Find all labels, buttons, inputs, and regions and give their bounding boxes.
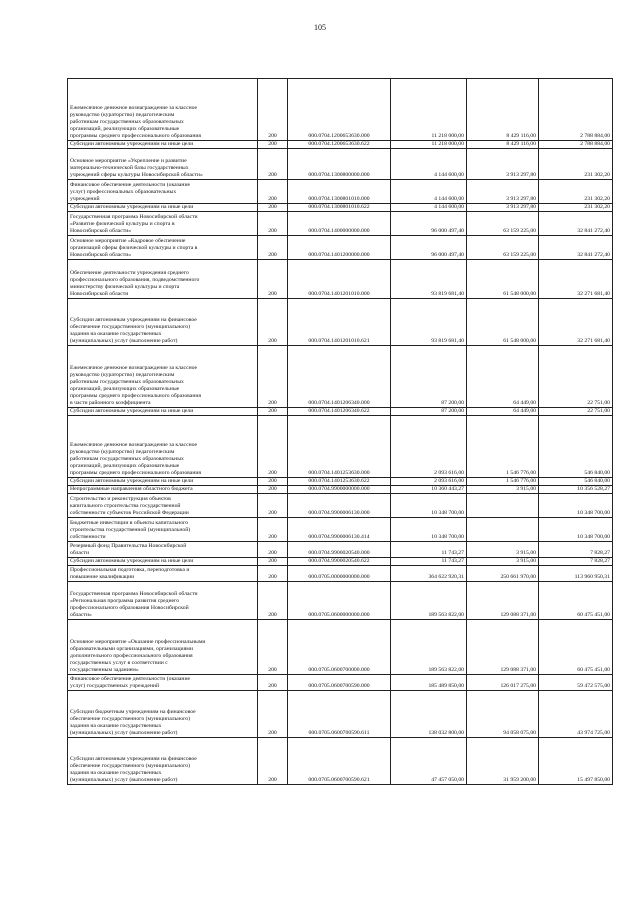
row-executed-cell: 3 913 297,80 [467,204,539,212]
row-approved-cell: 189 563 822,00 [391,620,467,675]
row-code-cell: 000.0704.1200653630.000 [288,79,391,141]
row-approved-cell: 11 218 000,00 [391,141,467,149]
row-approved-cell: 138 032 800,00 [391,691,467,738]
row-approved-cell: 96 000 497,40 [391,236,467,260]
row-code-cell: 000.0705.0600000000.000 [288,582,391,620]
row-executed-cell: 63 159 225,00 [467,212,539,236]
row-name-cell: Государственная программа Новосибирской области «Развитие физической культуры и спорта в Новосибирской области» [68,212,258,236]
row-remainder-cell: 7 828,27 [539,558,613,566]
row-executed-cell: 94 058 075,00 [467,691,539,738]
table-row [68,494,613,518]
row-remainder-cell: 43 974 725,00 [539,691,613,738]
row-gr-cell: 200 [258,542,288,558]
row-code-cell: 000.0704.1401206340.622 [288,408,391,416]
row-executed-cell: 3 913 297,80 [467,149,539,180]
row-code-cell: 000.0705.0600700000.000 [288,620,391,675]
row-code-cell: 000.0704.1300801010.622 [288,204,391,212]
row-code-cell: 000.0704.1401201010.000 [288,260,391,299]
row-code-cell: 000.0704.1401201010.621 [288,299,391,346]
row-name-cell: Ежемесячное денежное вознаграждение за классное руководство (кураторство) педагогическим работникам государственных образовательных организаций, реализующих образовательные программы среднего профессионального образования [68,79,258,141]
table-row [68,236,613,260]
row-name-cell: Субсидии бюджетным учреждениям на финансовое обеспечение государственного (муниципального) задания на оказание государственных (муниципальных) услуг (выполнение работ) [68,691,258,738]
row-code-cell: 000.0704.1300800000.000 [288,149,391,180]
row-remainder-cell: 2 788 884,00 [539,79,613,141]
table-row [68,260,613,299]
row-executed-cell: 64 449,00 [467,408,539,416]
row-name-cell: Субсидии автономным учреждениям на финансовое обеспечение государственного (муниципального) задания на оказание государственных (муниципальных) услуг (выполнение работ) [68,299,258,346]
row-approved-cell: 4 144 600,00 [391,180,467,204]
row-remainder-cell: 59 472 575,00 [539,675,613,691]
row-name-cell: Государственная программа Новосибирской области «Региональная программа развития среднего профессионального образования Новосибирской области» [68,582,258,620]
row-gr-cell: 200 [258,518,288,542]
row-executed-cell: 3 915,00 [467,486,539,494]
row-code-cell: 000.0704.1401253630.622 [288,478,391,486]
row-executed-cell: 126 017 275,00 [467,675,539,691]
row-gr-cell: 200 [258,675,288,691]
row-executed-cell: 3 915,00 [467,558,539,566]
row-remainder-cell: 113 960 950,31 [539,566,613,582]
table-row [68,566,613,582]
row-approved-cell: 185 489 850,00 [391,675,467,691]
row-name-cell: Строительство и реконструкция объектов капитального строительства государственной собственности субъектов Российской Федерации [68,494,258,518]
row-approved-cell: 96 000 497,40 [391,212,467,236]
budget-table [67,78,613,785]
row-approved-cell: 93 819 681,40 [391,299,467,346]
row-gr-cell: 200 [258,620,288,675]
row-executed-cell: 63 159 225,00 [467,236,539,260]
table-row [68,212,613,236]
row-approved-cell: 10 348 700,00 [391,518,467,542]
budget-table-body [68,79,613,785]
row-name-cell: Субсидии автономным учреждениям на финансовое обеспечение государственного (муниципального) задания на оказание государственных (муниципальных) услуг (выполнение работ) [68,738,258,785]
row-approved-cell: 87 200,00 [391,346,467,408]
row-code-cell: 000.0704.1200653630.622 [288,141,391,149]
row-code-cell: 000.0704.1400000000.000 [288,212,391,236]
row-remainder-cell: 546 840,00 [539,478,613,486]
row-remainder-cell: 10 356 528,27 [539,486,613,494]
row-name-cell: Резервный фонд Правительства Новосибирской области [68,542,258,558]
row-code-cell: 000.0705.0600700590.621 [288,738,391,785]
row-gr-cell: 200 [258,738,288,785]
row-approved-cell: 4 144 600,00 [391,204,467,212]
row-remainder-cell: 22 751,00 [539,346,613,408]
row-gr-cell: 200 [258,416,288,478]
row-executed-cell: 1 546 776,00 [467,416,539,478]
row-name-cell: Профессиональная подготовка, переподготовка и повышение квалификации [68,566,258,582]
row-approved-cell: 4 144 600,00 [391,149,467,180]
row-name-cell: Основное мероприятие «Кадровое обеспечение организаций сферы физической культуры и спорта в Новосибирской области» [68,236,258,260]
row-code-cell: 000.0704.1401253630.000 [288,416,391,478]
row-executed-cell: 1 546 776,00 [467,478,539,486]
row-remainder-cell: 231 302,20 [539,180,613,204]
row-approved-cell: 2 093 616,00 [391,416,467,478]
row-code-cell: 000.0704.1401200000.000 [288,236,391,260]
table-row [68,738,613,785]
row-approved-cell: 93 819 681,40 [391,260,467,299]
row-code-cell: 000.0704.1300801010.000 [288,180,391,204]
row-name-cell: Бюджетные инвестиции в объекты капитального строительства государственной (муниципальной) собственности [68,518,258,542]
table-row [68,691,613,738]
row-gr-cell: 200 [258,236,288,260]
row-gr-cell: 200 [258,204,288,212]
row-gr-cell: 200 [258,260,288,299]
page-number: 105 [314,23,326,32]
table-row [68,299,613,346]
row-remainder-cell: 32 271 681,40 [539,299,613,346]
row-remainder-cell: 60 475 451,00 [539,582,613,620]
row-remainder-cell: 32 841 272,40 [539,212,613,236]
row-executed-cell: 3 913 297,80 [467,180,539,204]
row-code-cell: 000.0705.0600700590.000 [288,675,391,691]
row-gr-cell: 200 [258,180,288,204]
row-remainder-cell: 60 475 451,00 [539,620,613,675]
row-gr-cell: 200 [258,558,288,566]
row-remainder-cell: 10 348 700,00 [539,518,613,542]
row-remainder-cell: 22 751,00 [539,408,613,416]
row-gr-cell: 200 [258,494,288,518]
row-executed-cell: 31 959 200,00 [467,738,539,785]
row-executed-cell: 64 449,00 [467,346,539,408]
row-remainder-cell: 15 497 850,00 [539,738,613,785]
row-approved-cell: 47 457 050,00 [391,738,467,785]
table-row [68,542,613,558]
row-code-cell: 000.0704.9900006130.414 [288,518,391,542]
row-remainder-cell: 231 302,20 [539,204,613,212]
row-gr-cell: 200 [258,408,288,416]
row-approved-cell: 10 348 700,00 [391,494,467,518]
row-remainder-cell: 32 271 681,40 [539,260,613,299]
row-approved-cell: 10 360 443,27 [391,486,467,494]
table-row [68,478,613,486]
row-gr-cell: 200 [258,299,288,346]
row-executed-cell [467,494,539,518]
row-name-cell: Субсидии автономным учреждениям на иные цели [68,558,258,566]
row-code-cell: 000.0704.9900020540.000 [288,542,391,558]
table-row [68,408,613,416]
table-row [68,346,613,408]
row-name-cell: Субсидии автономным учреждениям на иные цели [68,141,258,149]
table-row [68,141,613,149]
row-approved-cell: 189 563 822,00 [391,582,467,620]
table-row [68,180,613,204]
row-executed-cell [467,518,539,542]
row-name-cell: Непрограммные направления областного бюджета [68,486,258,494]
row-code-cell: 000.0705.0600700590.611 [288,691,391,738]
row-name-cell: Основное мероприятие «Оказание профессиональными образовательными организациями, организациями дополнительного профессионального образования государственных услуг в соответствии с государственным заданием» [68,620,258,675]
row-executed-cell: 129 088 371,00 [467,582,539,620]
table-row [68,486,613,494]
row-remainder-cell: 10 348 700,00 [539,494,613,518]
row-gr-cell: 200 [258,149,288,180]
row-remainder-cell: 7 828,27 [539,542,613,558]
table-row [68,558,613,566]
row-gr-cell: 200 [258,691,288,738]
row-executed-cell: 3 915,00 [467,542,539,558]
row-remainder-cell: 231 302,20 [539,149,613,180]
table-row [68,416,613,478]
row-gr-cell: 200 [258,346,288,408]
row-name-cell: Финансовое обеспечение деятельности (оказание услуг) государственных учреждений [68,675,258,691]
row-code-cell: 000.0704.1401206340.000 [288,346,391,408]
row-executed-cell: 8 429 116,00 [467,141,539,149]
row-code-cell: 000.0704.9900006130.000 [288,494,391,518]
row-gr-cell: 200 [258,79,288,141]
table-row [68,582,613,620]
row-name-cell: Ежемесячное денежное вознаграждение за классное руководство (кураторство) педагогическим работникам государственных образовательных организаций, реализующих образовательные программы среднего профессионального образования [68,416,258,478]
table-row [68,620,613,675]
row-remainder-cell: 546 840,00 [539,416,613,478]
row-approved-cell: 11 743,27 [391,558,467,566]
table-row [68,204,613,212]
row-code-cell: 000.0704.9900020540.622 [288,558,391,566]
table-row [68,518,613,542]
row-name-cell: Субсидии автономным учреждениям на иные цели [68,408,258,416]
row-name-cell: Финансовое обеспечение деятельности (оказание услуг) профессиональных образовательных учреждений [68,180,258,204]
row-executed-cell: 250 661 970,00 [467,566,539,582]
row-approved-cell: 11 743,27 [391,542,467,558]
row-gr-cell: 200 [258,486,288,494]
row-name-cell: Ежемесячное денежное вознаграждение за классное руководство (кураторство) педагогическим работникам государственных образовательных организаций, реализующих образовательные программы среднего профессионального образования в части районного коэффициента [68,346,258,408]
row-name-cell: Субсидии автономным учреждениям на иные цели [68,204,258,212]
row-approved-cell: 11 218 000,00 [391,79,467,141]
row-gr-cell: 200 [258,582,288,620]
row-approved-cell: 87 200,00 [391,408,467,416]
row-executed-cell: 61 548 000,00 [467,299,539,346]
row-gr-cell: 200 [258,478,288,486]
row-name-cell: Обеспечение деятельности учреждения среднего профессионального образования, подведомственного министерству физической культуры и спорта Новосибирской области [68,260,258,299]
row-gr-cell: 200 [258,141,288,149]
row-executed-cell: 61 548 000,00 [467,260,539,299]
row-remainder-cell: 2 788 884,00 [539,141,613,149]
row-name-cell: Основное мероприятие «Укрепление и развитие материально-технической базы государственных учреждений сферы культуры Новосибирской области» [68,149,258,180]
row-executed-cell: 8 429 116,00 [467,79,539,141]
table-row [68,149,613,180]
row-gr-cell: 200 [258,566,288,582]
row-approved-cell: 364 622 920,31 [391,566,467,582]
table-row [68,675,613,691]
row-approved-cell: 2 093 616,00 [391,478,467,486]
row-name-cell: Субсидии автономным учреждениям на иные цели [68,478,258,486]
row-remainder-cell: 32 841 272,40 [539,236,613,260]
row-code-cell: 000.0705.0000000000.000 [288,566,391,582]
row-gr-cell: 200 [258,212,288,236]
row-executed-cell: 129 088 371,00 [467,620,539,675]
table-row [68,79,613,141]
row-code-cell: 000.0704.9900000000.000 [288,486,391,494]
